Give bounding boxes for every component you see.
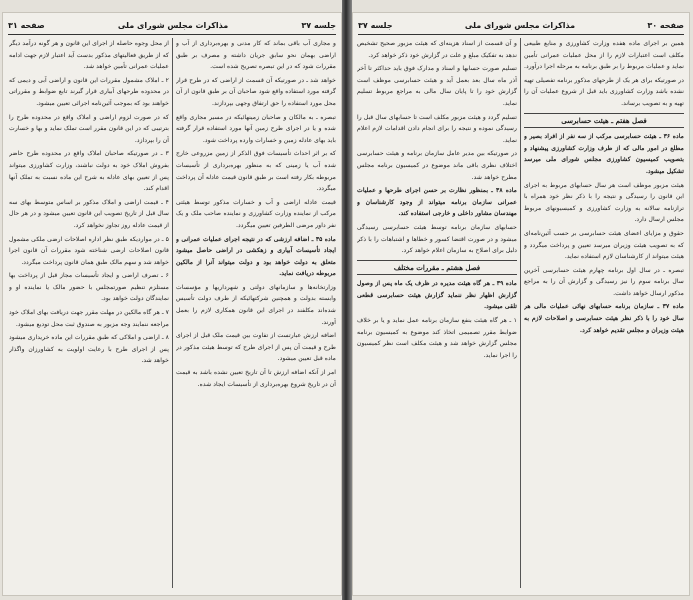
paragraph: ۶ ـ تصرف اراضی و ایجاد تأسیسات مجاز قبل از پرداخت بها مستلزم تنظیم صورتمجلس با حضور مالک یا نماینده او و نمایندگان دولت خواهد بود. [9,272,169,303]
paragraph: تسلیم گردد و هیئت مزبور مکلف است تا حسابهای سال قبل را رسیدگی نموده و نتیجه را برای انجام دادن اقدامات لازم اعلام نماید. [357,113,517,144]
paragraph: و آن قسمت از اسناد هزینه‌ای که هیئت مزبور صحیح تشخیص ندهد به تفکیک مبلغ و علت در گزارش خود ذکر خواهد کرد. [357,40,517,59]
right-page [352,12,690,596]
article-38: ماده ۳۸ ـ بمنظور نظارت بر حسن اجرای طرحها و عملیات عمرانی سازمان برنامه میتواند از وجود کارشناسان و مهندسان مشاور داخلی و خارجی استفاده کند. [357,187,517,218]
right-page-number: صفحه ۳۰ [647,20,684,30]
left-title: مذاکرات مجلس شورای ملی [117,20,229,30]
left-page-header [8,18,336,35]
paragraph: از محل وجوه حاصله از اجرای این قانون و هر گونه درآمد دیگر که از طریق فعالیتهای مذکور بدست آید اعتبار لازم جهت ادامه عملیات عمرانی تأمین خواهد شد. [9,40,169,71]
paragraph: ۴ ـ قیمت اراضی و املاک مذکور بر اساس متوسط بهای سه سال قبل از تاریخ تصویب این قانون تعیین میشود و در هر حال از قیمت عادله روز تجاوز نخواهد کرد. [9,198,169,229]
paragraph: حقوق و مزایای اعضای هیئت حسابرسی بر حسب آئین‌نامه‌ای که به تصویب هیئت وزیران میرسد تعیین و پرداخت میگردد و هیئت میتواند از کارشناسان لازم استفاده نماید. [524,229,684,261]
left-column-right [176,38,336,590]
paragraph: خواهد شد ـ در صورتیکه آن قسمت از اراضی که در طرح قرار گرفته مورد استفاده واقع شود صاحبان آن بر طبق قانون از آن محل مورد استفاده را حق ارتفاق وجهی بپردازند. [176,76,336,107]
right-session: جلسه ۳۷ [358,20,393,30]
left-column-left [9,38,169,590]
paragraph: همین بر اجرای ماده هفده وزارت کشاورزی و منابع طبیعی مکلف است اعتبارات لازم را از محل عملیات عمرانی تأمین نماید و عملیات مربوط را بر طبق برنامه به مرحله اجرا درآورد. [524,40,684,71]
paragraph: ۱ ـ هر گاه هیئت بنفع سازمان برنامه عمل نماید و یا بر خلاف ضوابط مقرر تصمیمی اتخاذ کند موضوع به کمیسیون برنامه مجلس گزارش خواهد شد و هیئت مکلف است نظر کمیسیون را اجرا نماید. [357,317,517,359]
left-session: جلسه ۳۷ [301,20,336,30]
book-gutter [342,0,352,600]
paragraph: وزارتخانه‌ها و سازمانهای دولتی و شهرداریها و مؤسسات وابسته بدولت و همچنین شرکتهائیکه از طرف دولت تأسیس شده‌اند مکلفند در اجرای این قانون همکاری لازم را بعمل آورند. [176,283,336,326]
paragraph: تبصره ـ به مالکان و صاحبان زمینهائیکه در مسیر مجاری واقع شده و یا در اجرای طرح زمین آنها مورد استفاده قرار گرفته باید بهای عادله زمین و خسارات وارده پرداخت شود. [176,113,336,144]
right-page-header [358,18,684,35]
article-35: ماده ۳۵ ـ اضافه ارزشی که در نتیجه اجرای عملیات عمرانی و ایجاد تأسیسات آبیاری و زهکشی در اراضی حاصل میشود متعلق به دولت خواهد بود و دولت میتواند آنرا از مالکین مربوطه دریافت نماید. [176,235,336,278]
right-column-right [524,38,684,590]
right-title: مذاکرات مجلس شورای ملی [464,20,576,30]
paragraph: امر از آنکه اضافه ارزش تا آن تاریخ تعیین نشده باشد به قیمت آن در تاریخ شروع بهره‌برداری از تأسیسات ایجاد شده. [176,369,336,388]
article-39: ماده ۳۹ ـ هر گاه هیئت مدیره در ظرف یک ماه پس از وصول گزارش اظهار نظر ننماید گزارش هیئت حسابرسی قطعی تلقی میشود. [357,280,517,311]
article-36: ماده ۳۶ ـ هیئت حسابرسی مرکب از سه نفر از افراد بصیر و مطلع در امور مالی که از طرف وزارت کشاورزی پیشنهاد و بتصویب کمیسیون کشاورزی مجلس شورای ملی میرسد تشکیل میشود. [524,133,684,175]
paragraph: اضافه ارزش عبارتست از تفاوت بین قیمت ملک قبل از اجرای طرح و قیمت آن پس از اجرای طرح که توسط هیئت مذکور در ماده قبل تعیین میشود. [176,332,336,363]
paragraph: ۷ ـ هر گاه مالکین در مهلت مقرر جهت دریافت بهای املاک خود مراجعه ننمایند وجه مزبور به صندوق ثبت محل تودیع میشود. [9,309,169,328]
left-page [2,12,342,596]
paragraph: ۵ ـ در مواردیکه طبق نظر اداره اصلاحات ارضی ملکی مشمول قانون اصلاحات ارضی شناخته شود مقررات آن قانون اجرا خواهد شد و سهم مالک طبق همان قانون پرداخت میگردد. [9,235,169,266]
left-page-number: صفحه ۳۱ [8,20,45,30]
left-column-divider [172,38,173,588]
article-37: ماده ۳۷ ـ سازمان برنامه حسابهای نهائی عملیات مالی هر سال خود را با ذکر نظر هیئت حسابرسی و اصلاحات لازم به هیئت وزیران و مجلس تقدیم خواهد کرد. [524,303,684,334]
paragraph: هیئت مزبور موظف است هر سال حسابهای مربوط به اجرای این قانون را رسیدگی و نتیجه را با ذکر نظر خود همراه با ترازنامه سالانه به وزارت کشاورزی و کمیسیونهای مربوط مجلس ارسال دارد. [524,181,684,224]
paragraph: در صورتیکه بین مدیر عامل سازمان برنامه و هیئت حسابرسی اختلاف نظری باقی ماند موضوع در کمیسیون برنامه مجلس مطرح خواهد شد. [357,150,517,181]
paragraph: و مجاری آب باقی بماند که کار مدنی و بهره‌برداری از آب و اراضی بهمان نحو سابق جریان داشته و مصرف بر طبق مقررات شود که در این تبصره تصریح شده است. [176,40,336,71]
paragraph: تبصره ـ در سال اول برنامه چهارم هیئت حسابرسی آخرین سال برنامه سوم را نیز رسیدگی و گزارش آن را به مراجع مذکور ارسال خواهد داشت. [524,266,684,297]
paragraph: که بر اثر احداث تأسیسات فوق الذکر از زمین مزروعی خارج شده آب یا زمینی که به منظور بهره‌برداری از تأسیسات مربوطه بکار رفته است بر طبق قانون قیمت عادله آن پرداخت میگردد. [176,150,336,193]
paragraph: در صورتیکه برای هر یک از طرحهای مذکور برنامه تفصیلی تهیه نشده باشد وزارت کشاورزی باید قبل از شروع عملیات آن را تهیه و به تصویب برساند. [524,76,684,107]
section-heading-audit: فصل هفتم ـ هیئت حسابرسی [524,113,684,129]
paragraph: تسلیم صورت حسابها و اسناد و مدارک فوق باید حداکثر تا آخر آذر ماه سال بعد بعمل آید و هیئت حسابرسی موظف است گزارش خود را تا پایان سال مالی به مراجع مربوط تسلیم نماید. [357,65,517,107]
right-column-left [357,38,517,590]
paragraph: حسابهای سازمان برنامه توسط هیئت حسابرسی رسیدگی میشود و در صورت اقتضا کسور و خطاها و اشتباهات را با ذکر دلیل برای اصلاح به سازمان اعلام خواهد کرد. [357,223,517,255]
paragraph: قیمت عادله اراضی و آب و خسارات مذکور توسط هیئتی مرکب از نماینده وزارت کشاورزی و نماینده صاحب ملک و یک نفر داور مرضی الطرفین تعیین میگردد. [176,198,336,229]
paragraph: ۸ ـ اراضی و املاکی که طبق مقررات این ماده خریداری میشود پس از اجرای طرح با رعایت اولویت به کشاورزان واگذار خواهد شد. [9,334,169,365]
right-column-divider [520,38,521,588]
paragraph: ۲ ـ املاک مشمول مقررات این قانون و اراضی آبی و دیمی که در محدوده طرحهای آبیاری قرار گیرند تابع ضوابط و مقرراتی خواهند بود که بموجب آئین‌نامه اجرائی تعیین میشود. [9,76,169,107]
section-heading-misc: فصل هشتم ـ مقررات مختلف [357,260,517,276]
paragraph: ۳ ـ در صورتیکه صاحبان املاک واقع در محدوده طرح حاضر بفروش املاک خود به دولت نباشند، وزارت کشاورزی میتواند پس از تعیین بهای عادله به شرح این ماده نسبت به تملک آنها اقدام کند. [9,150,169,193]
paragraph: که در صورت لزوم اراضی و املاک واقع در محدوده طرح را بترتیبی که در این قانون مقرر است تملک نماید و بها و خسارت آن را بپردازد. [9,113,169,144]
